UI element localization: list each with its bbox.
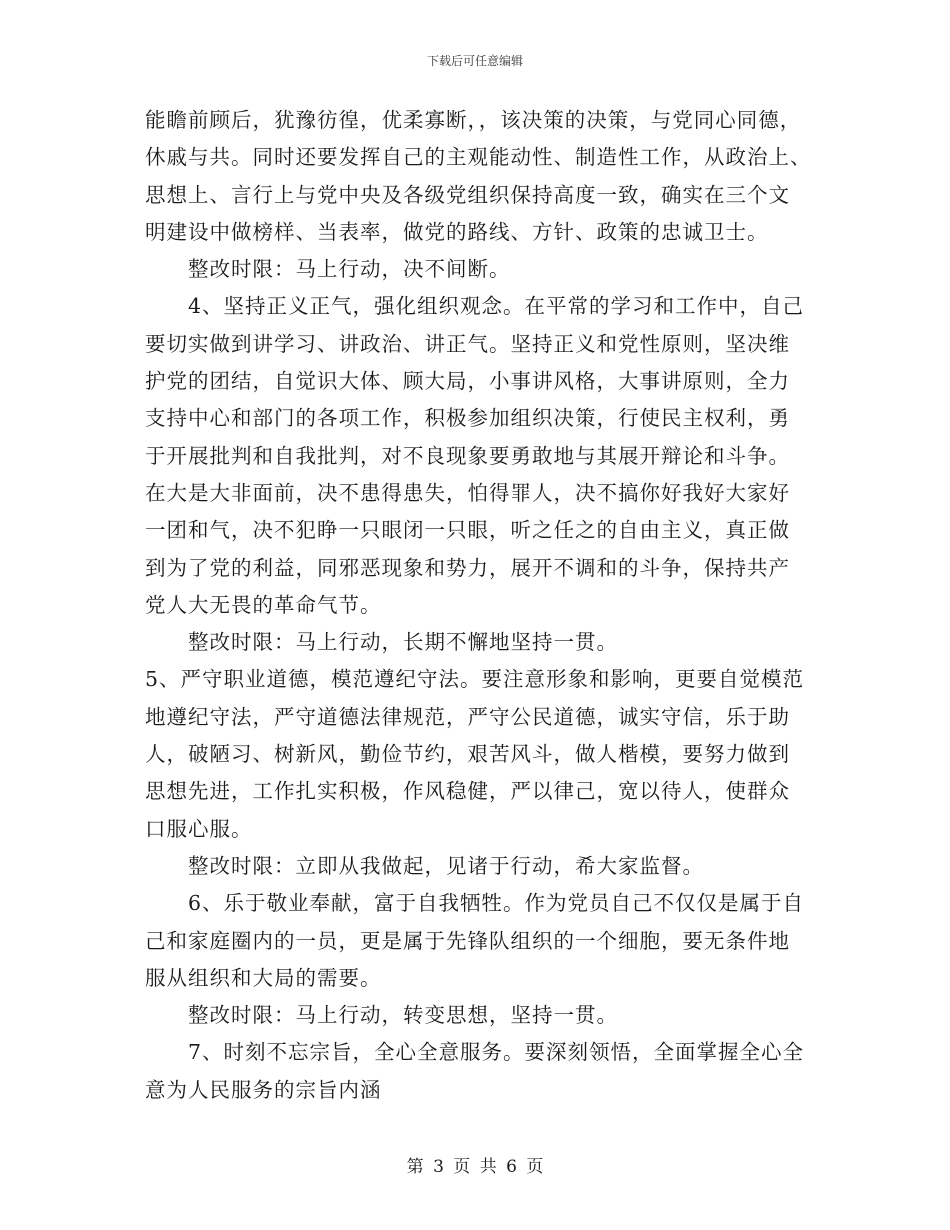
text-line: 明建设中做榜样、当表率，做党的路线、方针、政策的忠诚卫士。 xyxy=(145,219,769,244)
text-line: 6、乐于敬业奉献，富于自我牺牲。作为党员自己不仅仅是属于自 xyxy=(188,891,805,916)
text-line: 党人大无畏的革命气节。 xyxy=(145,592,382,617)
text-line: 要切实做到讲学习、讲政治、讲正气。坚持正义和党性原则，坚决维 xyxy=(145,331,790,356)
text-line: 休戚与共。同时还要发挥自己的主观能动性、制造性工作，从政治上、 xyxy=(145,145,812,170)
text-line: 一团和气，决不犯睁一只眼闭一只眼，听之任之的自由主义，真正做 xyxy=(145,518,790,543)
text-line: 意为人民服务的宗旨内涵 xyxy=(145,1077,382,1102)
text-line: 思想上、言行上与党中央及各级党组织保持高度一致，确实在三个文 xyxy=(145,182,790,207)
text-line: 整改时限：立即从我做起，见诸于行动，希大家监督。 xyxy=(188,853,704,878)
text-line: 整改时限：马上行动，决不间断。 xyxy=(188,257,511,282)
text-line: 地遵纪守法，严守道德法律规范，严守公民道德，诚实守信，乐于助 xyxy=(145,704,790,729)
text-line: 整改时限：马上行动，转变思想，坚持一贯。 xyxy=(188,1003,618,1028)
text-line: 护党的团结，自觉识大体、顾大局，小事讲风格，大事讲原则，全力 xyxy=(145,369,790,394)
text-line: 整改时限：马上行动，长期不懈地坚持一贯。 xyxy=(188,630,618,655)
text-line: 4、坚持正义正气，强化组织观念。在平常的学习和工作中，自己 xyxy=(188,294,805,319)
text-line: 5、严守职业道德，模范遵纪守法。要注意形象和影响，更要自觉模范 xyxy=(145,667,805,692)
text-line: 于开展批判和自我批判，对不良现象要勇敢地与其展开辩论和斗争。 xyxy=(145,443,790,468)
text-line: 能瞻前顾后，犹豫彷徨，优柔寡断，，该决策的决策，与党同心同德， xyxy=(145,108,802,132)
page-footer: 第 3 页 共 6 页 xyxy=(406,1157,544,1177)
text-line: 在大是大非面前，决不患得患失，怕得罪人，决不搞你好我好大家好 xyxy=(145,480,790,505)
text-line: 己和家庭圈内的一员，更是属于先锋队组织的一个细胞，要无条件地 xyxy=(145,928,790,953)
text-line: 口服心服。 xyxy=(145,816,253,841)
page-header: 下载后可任意编辑 xyxy=(426,54,523,68)
text-line: 到为了党的利益，同邪恶现象和势力，展开不调和的斗争，保持共产 xyxy=(145,555,790,580)
text-line: 支持中心和部门的各项工作，积极参加组织决策，行使民主权利，勇 xyxy=(145,406,790,431)
text-line: 人，破陋习、树新风，勤俭节约，艰苦风斗，做人楷模，要努力做到 xyxy=(145,742,790,767)
text-line: 服从组织和大局的需要。 xyxy=(145,965,382,990)
document-body xyxy=(145,102,810,1109)
text-line: 思想先进，工作扎实积极，作风稳健，严以律己，宽以待人，使群众 xyxy=(145,779,790,804)
text-line: 7、时刻不忘宗旨，全心全意服务。要深刻领悟，全面掌握全心全 xyxy=(188,1040,805,1065)
